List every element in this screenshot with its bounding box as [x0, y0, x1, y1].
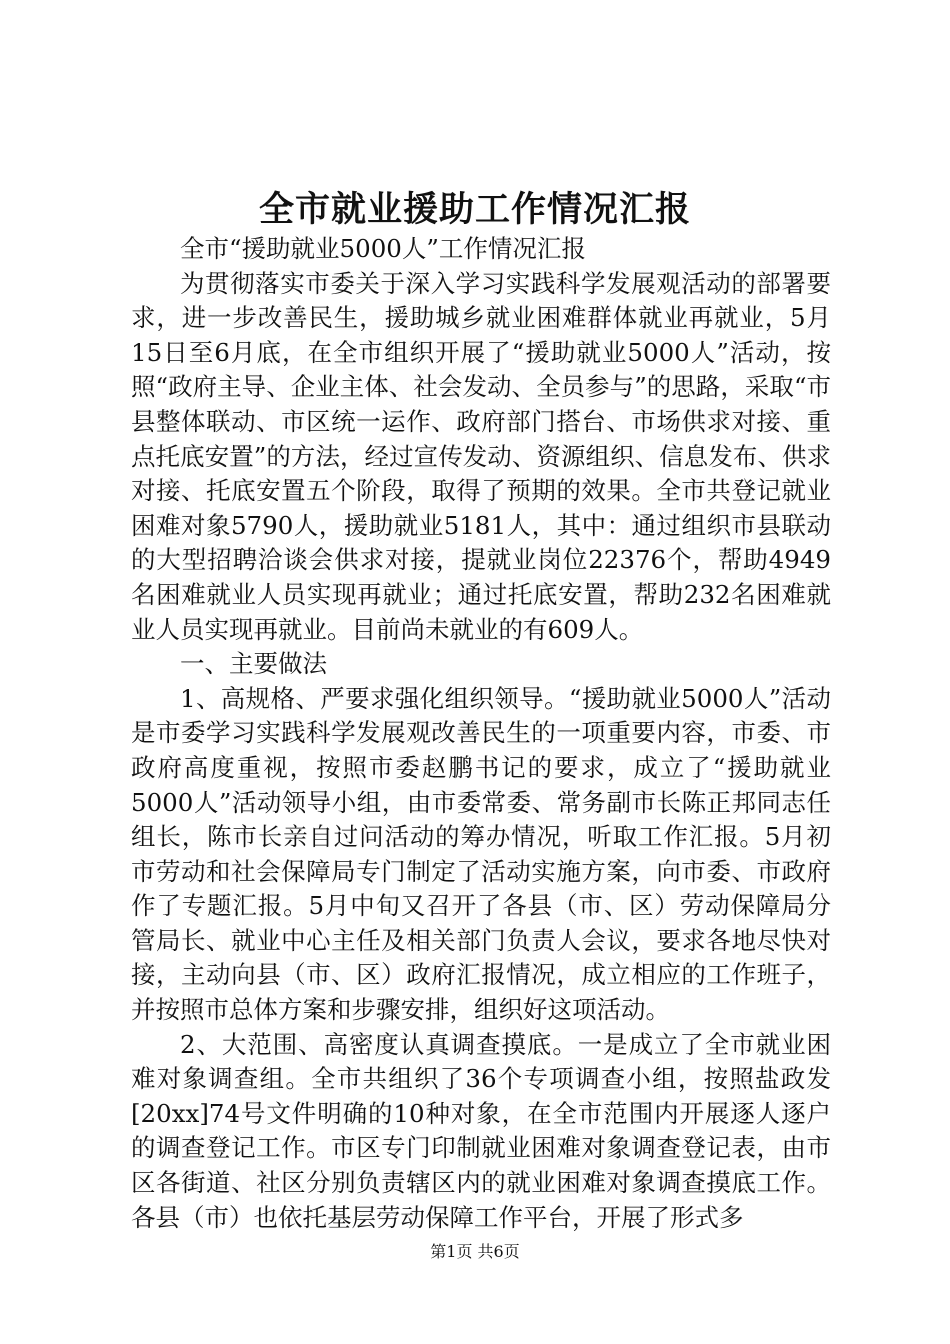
body-paragraph: 2、大范围、高密度认真调查摸底。一是成立了全市就业困难对象调查组。全市共组织了36个专项调查小组，按照盐政发[20xx]74号文件明确的10种对象，在全市范围内开展逐人逐户的调查登记工作。市区专门印制就业困难对象调查登记表，由市区各街道、社区分别负责辖区内的就业困难对象调查摸底工作。各县（市）也依托基层劳动保障工作平台，开展了形式多: [131, 1029, 831, 1232]
subtitle-paragraph: 全市“援助就业5000人”工作情况汇报: [180, 234, 586, 263]
document-title: 全市就业援助工作情况汇报: [258, 189, 691, 230]
document-body: [131, 232, 831, 1235]
intro-paragraph: 为贯彻落实市委关于深入学习实践科学发展观活动的部署要求，进一步改善民生，援助城乡就业困难群体就业再就业，5月15日至6月底，在全市组织开展了“援助就业5000人”活动，按照“政府主导、企业主体、社会发动、全员参与”的思路，采取“市县整体联动、市区统一运作、政府部门搭台、市场供求对接、重点托底安置”的方法，经过宣传发动、资源组织、信息发布、供求对接、托底安置五个阶段，取得了预期的效果。全市共登记就业困难对象5790人，援助就业5181人，其中：通过组织市县联动的大型招聘洽谈会供求对接，提就业岗位22376个，帮助4949名困难就业人员实现再就业；通过托底安置，帮助232名困难就业人员实现再就业。目前尚未就业的有609人。: [131, 268, 831, 644]
section-heading: 一、主要做法: [180, 649, 327, 679]
body-paragraph: 1、高规格、严要求强化组织领导。“援助就业5000人”活动是市委学习实践科学发展观改善民生的一项重要内容，市委、市政府高度重视，按照市委赵鹏书记的要求，成立了“援助就业5000人”活动领导小组，由市委常委、常务副市长陈正邦同志任组长，陈市长亲自过问活动的筹办情况，听取工作汇报。5月初市劳动和社会保障局专门制定了活动实施方案，向市委、市政府作了专题汇报。5月中旬又召开了各县（市、区）劳动保障局分管局长、就业中心主任及相关部门负责人会议，要求各地尽快对接，主动向县（市、区）政府汇报情况，成立相应的工作班子，并按照市总体方案和步骤安排，组织好这项活动。: [131, 683, 831, 1025]
page-number-footer: 第1页 共6页: [430, 1242, 520, 1261]
